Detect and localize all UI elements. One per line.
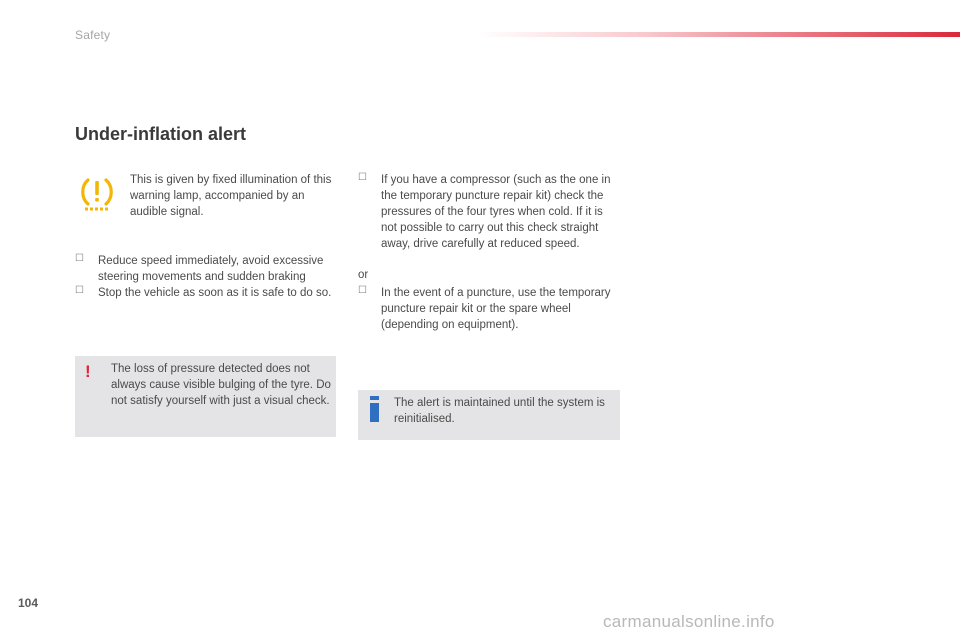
bullet-marker: ☐ [358,172,367,183]
left-bullet-list [75,253,337,301]
list-item [75,285,337,301]
info-note-text: The alert is maintained until the system is reinitialised. [394,397,605,425]
bullet-marker: ☐ [358,285,367,296]
watermark: carmanualsonline.info [603,612,775,631]
info-icon [370,396,379,422]
right-bullet-list-secondary [358,285,620,333]
bullet-text: Stop the vehicle as soon as it is safe to do so. [98,287,332,299]
tyre-pressure-warning-icon [80,174,114,214]
bullet-text: In the event of a puncture, use the temporary puncture repair kit or the spare wheel (depending on equipment). [381,287,611,331]
page-title: Under-inflation alert [75,124,247,144]
page-number: 104 [18,596,39,610]
bullet-marker: ☐ [75,253,84,264]
exclamation-icon: ! [85,362,91,381]
list-item [358,285,620,333]
bullet-text: Reduce speed immediately, avoid excessive steering movements and sudden braking [98,255,324,283]
list-item [358,172,620,252]
bullet-marker: ☐ [75,285,84,296]
warning-note-text: The loss of pressure detected does not always cause visible bulging of the tyre. Do not satisfy yourself with just a visual check. [111,363,331,407]
or-separator: or [358,269,369,281]
info-note [358,390,620,440]
bullet-text: If you have a compressor (such as the one in the temporary puncture repair kit) check the pressures of the four tyres when cold. If it is not possible to carry out this check straight away, drive carefully at reduced speed. [381,174,611,250]
warning-note [75,356,336,437]
section-title: Safety [75,28,111,42]
right-bullet-list [358,172,620,252]
list-item [75,253,337,285]
lamp-description: This is given by fixed illumination of this warning lamp, accompanied by an audible signal. [130,174,332,218]
header-accent-bar [480,32,960,37]
